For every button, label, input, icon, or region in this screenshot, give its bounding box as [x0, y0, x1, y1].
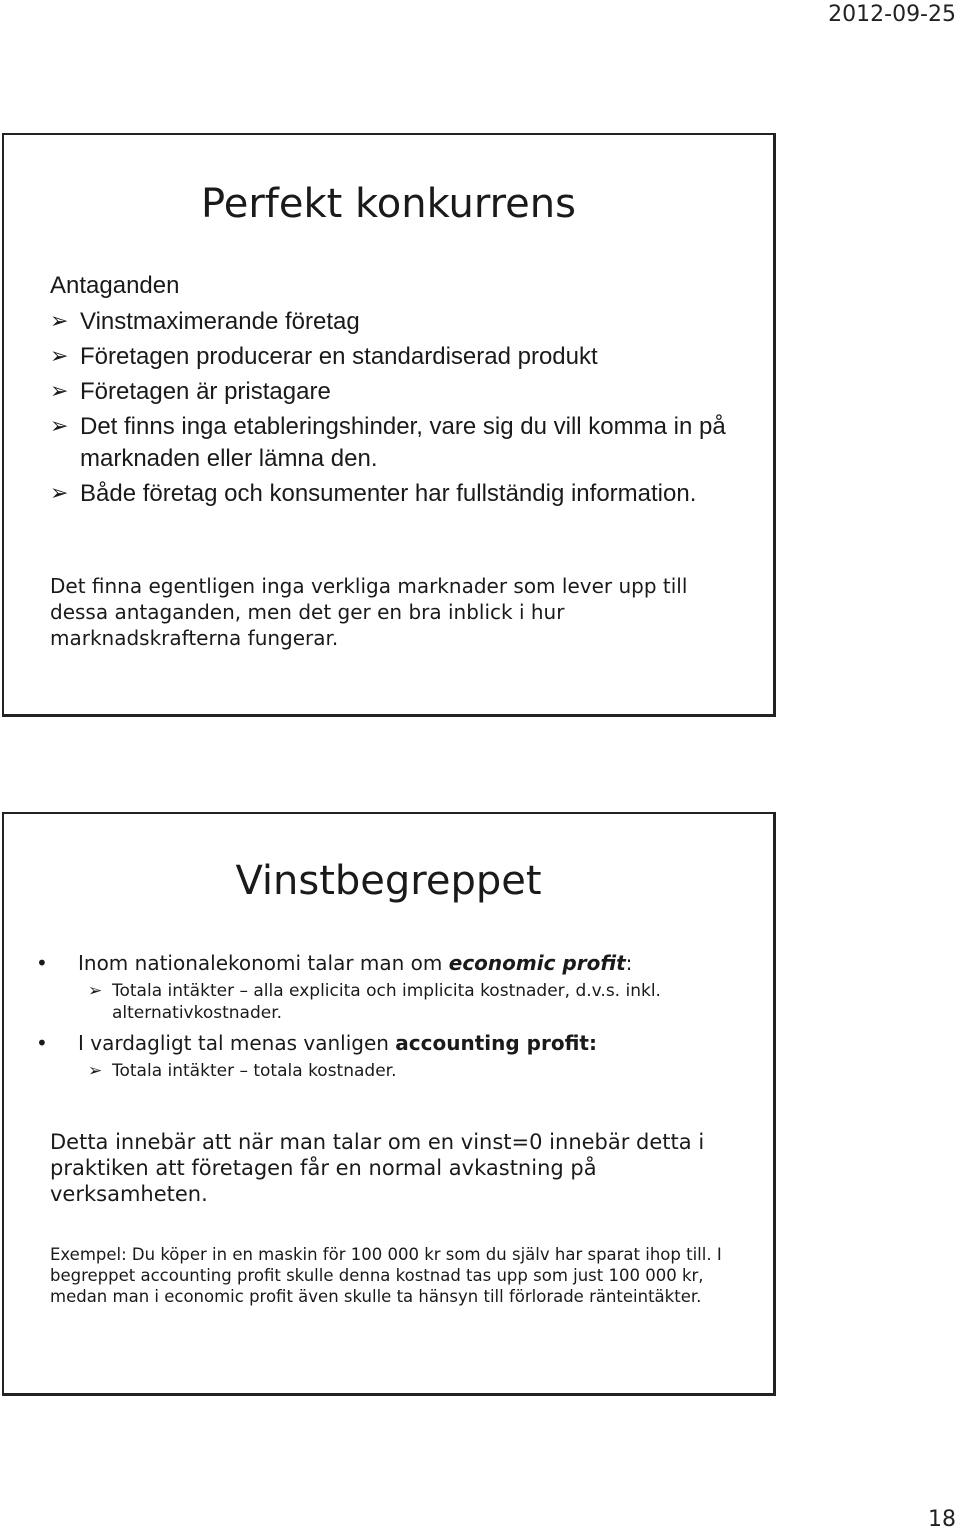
list-item: ➢ Det finns inga etableringshinder, vare sig du vill komma in på marknaden eller lämna den. — [50, 413, 726, 472]
arrow-bullet-icon: ➢ — [88, 981, 103, 1001]
slide-title: Perfekt konkurrens — [201, 181, 576, 227]
bullet-icon: • — [36, 1031, 48, 1055]
slide-title: Vinstbegreppet — [235, 858, 542, 904]
slide-profit-concept — [2, 812, 776, 1396]
sub-list-item: ➢ Totala intäkter – totala kostnader. — [88, 1061, 397, 1081]
list-item: ➢ Vinstmaximerande företag — [50, 306, 750, 338]
list-item: ➢ Företagen är pristagare — [50, 376, 750, 408]
sub-list — [78, 980, 756, 1024]
economic-profit-term: economic profit — [448, 951, 626, 975]
list-item: • I vardagligt tal menas vanligen accounting profit: ➢ Totala intäkter – totala kostnader. — [26, 1028, 756, 1082]
list-item: • Inom nationalekonomi talar man om economic profit: ➢ Totala intäkter – alla explicita och implicita kostnader, d.v.s. inkl. alternativkostnader. — [26, 948, 756, 1024]
assumptions-section — [50, 269, 750, 510]
accounting-profit-term: accounting profit: — [395, 1031, 597, 1055]
arrow-bullet-icon: ➢ — [50, 309, 69, 334]
list-item: ➢ Både företag och konsumenter har fullständig information. — [50, 478, 750, 510]
page-number: 18 — [928, 1507, 956, 1532]
assumptions-heading: Antaganden — [50, 272, 180, 299]
profit-definitions-list — [26, 948, 756, 1086]
conclusion-text: Detta innebär att när man talar om en vinst=0 innebär detta i praktiken att företagen får en normal avkastning på verksamheten. — [50, 1130, 705, 1206]
arrow-bullet-icon: ➢ — [88, 1061, 103, 1081]
bullet-icon: • — [36, 951, 48, 975]
slide-perfect-competition — [2, 133, 776, 717]
page-date: 2012-09-25 — [828, 2, 956, 27]
arrow-bullet-icon: ➢ — [50, 414, 69, 439]
arrow-bullet-icon: ➢ — [50, 481, 69, 506]
arrow-bullet-icon: ➢ — [50, 344, 69, 369]
sub-list — [78, 1060, 756, 1082]
sub-list-item: ➢ Totala intäkter – alla explicita och implicita kostnader, d.v.s. inkl. alternativkostnader. — [88, 981, 661, 1023]
assumptions-list — [50, 306, 750, 510]
arrow-bullet-icon: ➢ — [50, 379, 69, 404]
slide-note: Det finna egentligen inga verkliga marknader som lever upp till dessa antaganden, men det ger en bra inblick i hur marknadskrafterna fungerar. — [50, 574, 688, 650]
example-text: Exempel: Du köper in en maskin för 100 000 kr som du själv har sparat ihop till. I begreppet accounting profit skulle denna kostnad tas upp som just 100 000 kr, medan man i economic profit även skulle ta hänsyn till förlorade ränteintäkter. — [50, 1245, 722, 1306]
list-item: ➢ Företagen producerar en standardiserad produkt — [50, 341, 750, 373]
